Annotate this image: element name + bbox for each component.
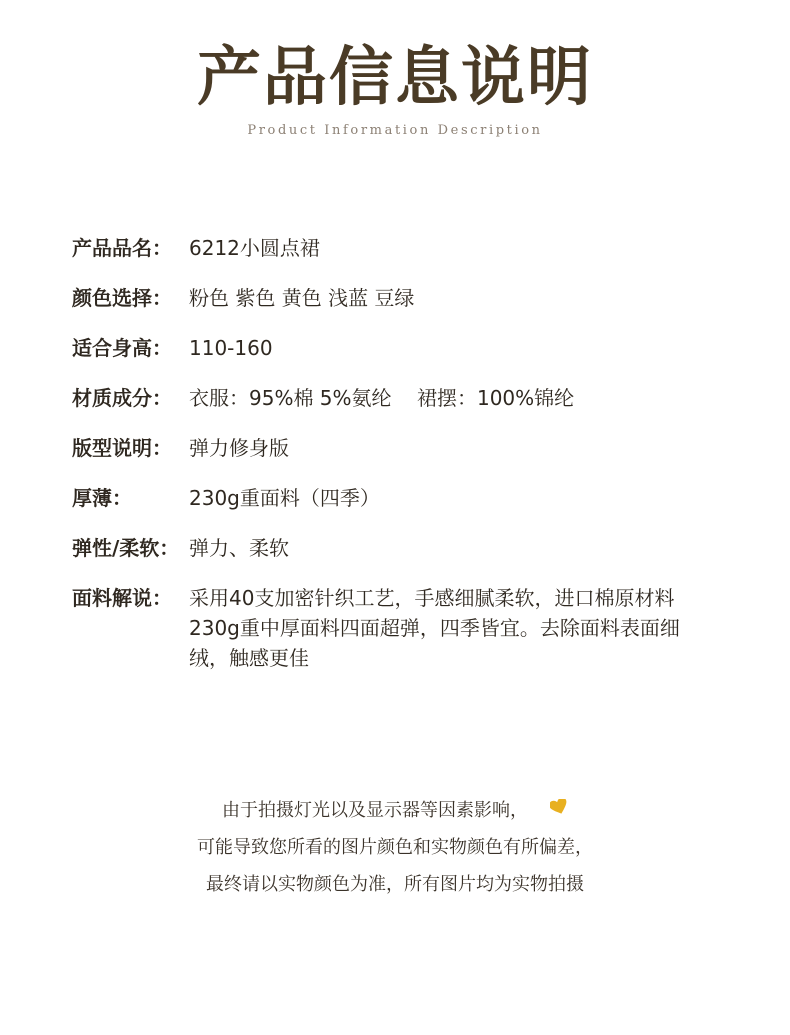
disclaimer-line-1 (0, 792, 790, 829)
color-disclaimer (0, 792, 790, 903)
info-row-fabric (72, 583, 762, 673)
info-label: 版型说明： (72, 436, 172, 460)
fabric-line: 230g重中厚面料四面超弹，四季皆宜。去除面料表面细 (189, 616, 680, 640)
fabric-line: 采用40支加密针织工艺，手感细腻柔软，进口棉原材料 (189, 586, 675, 610)
info-row-material (72, 383, 762, 413)
info-value: 衣服：95%棉 5%氨纶 裙摆：100%锦纶 (189, 386, 575, 410)
heart-icon (550, 791, 568, 828)
info-label: 弹性/柔软： (72, 536, 180, 560)
page-subtitle: Product Information Description (247, 123, 543, 138)
info-value-multiline (189, 583, 762, 673)
page-title: 产品信息说明 (197, 41, 593, 115)
info-row-elasticity (72, 533, 762, 563)
info-label: 厚薄： (72, 486, 132, 510)
info-value: 弹力修身版 (189, 436, 289, 460)
info-value: 弹力、柔软 (189, 536, 289, 560)
info-label: 颜色选择： (72, 286, 172, 310)
fabric-line: 绒，触感更佳 (189, 646, 309, 670)
info-row-fit (72, 433, 762, 463)
disclaimer-line-2: 可能导致您所看的图片颜色和实物颜色有所偏差， (197, 837, 593, 858)
info-value: 粉色 紫色 黄色 浅蓝 豆绿 (189, 286, 415, 310)
info-label: 面料解说： (72, 586, 172, 610)
info-value: 110-160 (189, 336, 273, 360)
info-label: 适合身高： (72, 336, 172, 360)
info-row-colors (72, 283, 762, 313)
info-value: 6212小圆点裙 (189, 236, 320, 260)
info-label: 材质成分： (72, 386, 172, 410)
info-value: 230g重面料（四季） (189, 486, 380, 510)
info-row-height (72, 333, 762, 363)
disclaimer-text: 由于拍摄灯光以及显示器等因素影响， (222, 800, 528, 821)
disclaimer-line-3: 最终请以实物颜色为准，所有图片均为实物拍摄 (206, 874, 584, 895)
info-label: 产品品名： (72, 236, 172, 260)
info-row-product-name (72, 233, 762, 263)
product-info-list (72, 233, 762, 693)
info-row-thickness (72, 483, 762, 513)
